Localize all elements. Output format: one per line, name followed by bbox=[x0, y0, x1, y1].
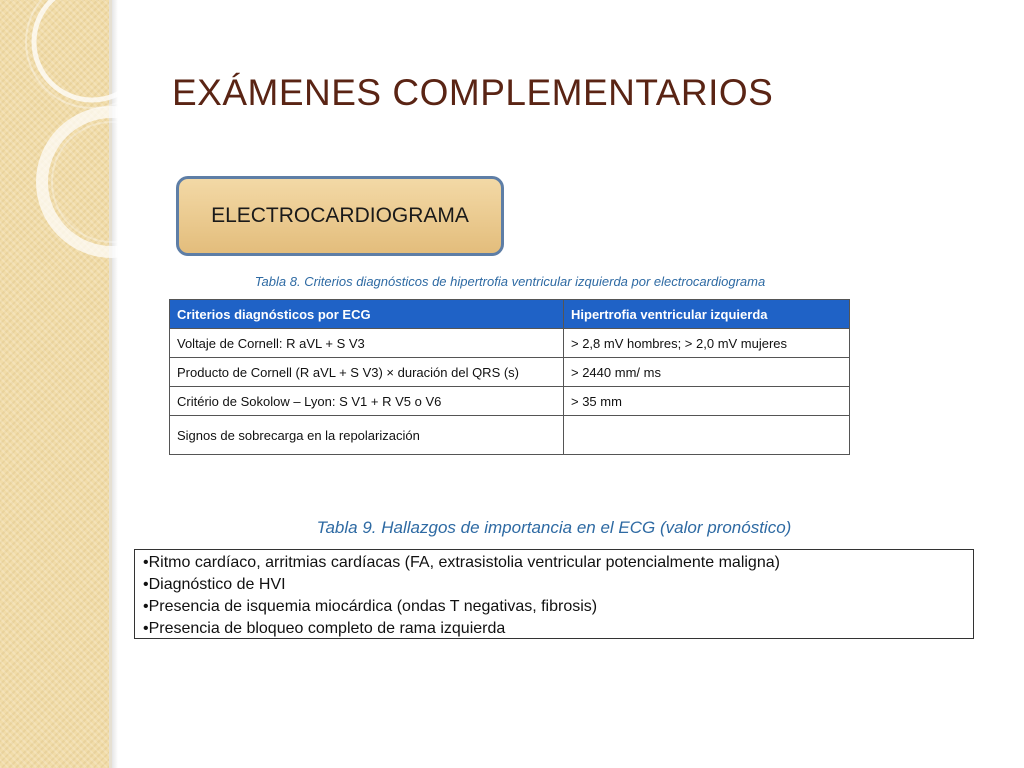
table9-box bbox=[134, 549, 974, 639]
table-cell: > 35 mm bbox=[564, 387, 850, 416]
decorative-rings bbox=[0, 0, 140, 260]
list-item: •Presencia de bloqueo completo de rama izquierda bbox=[143, 620, 506, 637]
table-row bbox=[170, 416, 850, 455]
table-cell: > 2,8 mV hombres; > 2,0 mV mujeres bbox=[564, 329, 850, 358]
section-box-label: ELECTROCARDIOGRAMA bbox=[211, 204, 469, 227]
table8 bbox=[169, 299, 850, 455]
table-header-cell: Criterios diagnósticos por ECG bbox=[170, 300, 564, 329]
section-box bbox=[176, 176, 504, 256]
table-row bbox=[170, 387, 850, 416]
table-cell: Signos de sobrecarga en la repolarización bbox=[170, 416, 564, 455]
list-item: •Presencia de isquemia miocárdica (ondas T negativas, fibrosis) bbox=[143, 598, 598, 615]
list-item: •Diagnóstico de HVI bbox=[143, 576, 286, 593]
table-row bbox=[170, 358, 850, 387]
table8-caption: Tabla 8. Criterios diagnósticos de hipertrofia ventricular izquierda por electrocardiograma bbox=[254, 274, 766, 289]
table-cell: Voltaje de Cornell: R aVL + S V3 bbox=[170, 329, 564, 358]
slide-title: EXÁMENES COMPLEMENTARIOS bbox=[172, 72, 774, 113]
table-cell: Critério de Sokolow – Lyon: S V1 + R V5 o V6 bbox=[170, 387, 564, 416]
table-header-row bbox=[170, 300, 850, 329]
table-cell: > 2440 mm/ ms bbox=[564, 358, 850, 387]
table-cell: Producto de Cornell (R aVL + S V3) × duración del QRS (s) bbox=[170, 358, 564, 387]
table-row bbox=[170, 329, 850, 358]
list-item: •Ritmo cardíaco, arritmias cardíacas (FA, extrasistolia ventricular potencialmente maligna) bbox=[143, 554, 780, 571]
table-cell bbox=[564, 416, 850, 455]
table-header-cell: Hipertrofia ventricular izquierda bbox=[564, 300, 850, 329]
table9-caption: Tabla 9. Hallazgos de importancia en el ECG (valor pronóstico) bbox=[316, 518, 792, 537]
